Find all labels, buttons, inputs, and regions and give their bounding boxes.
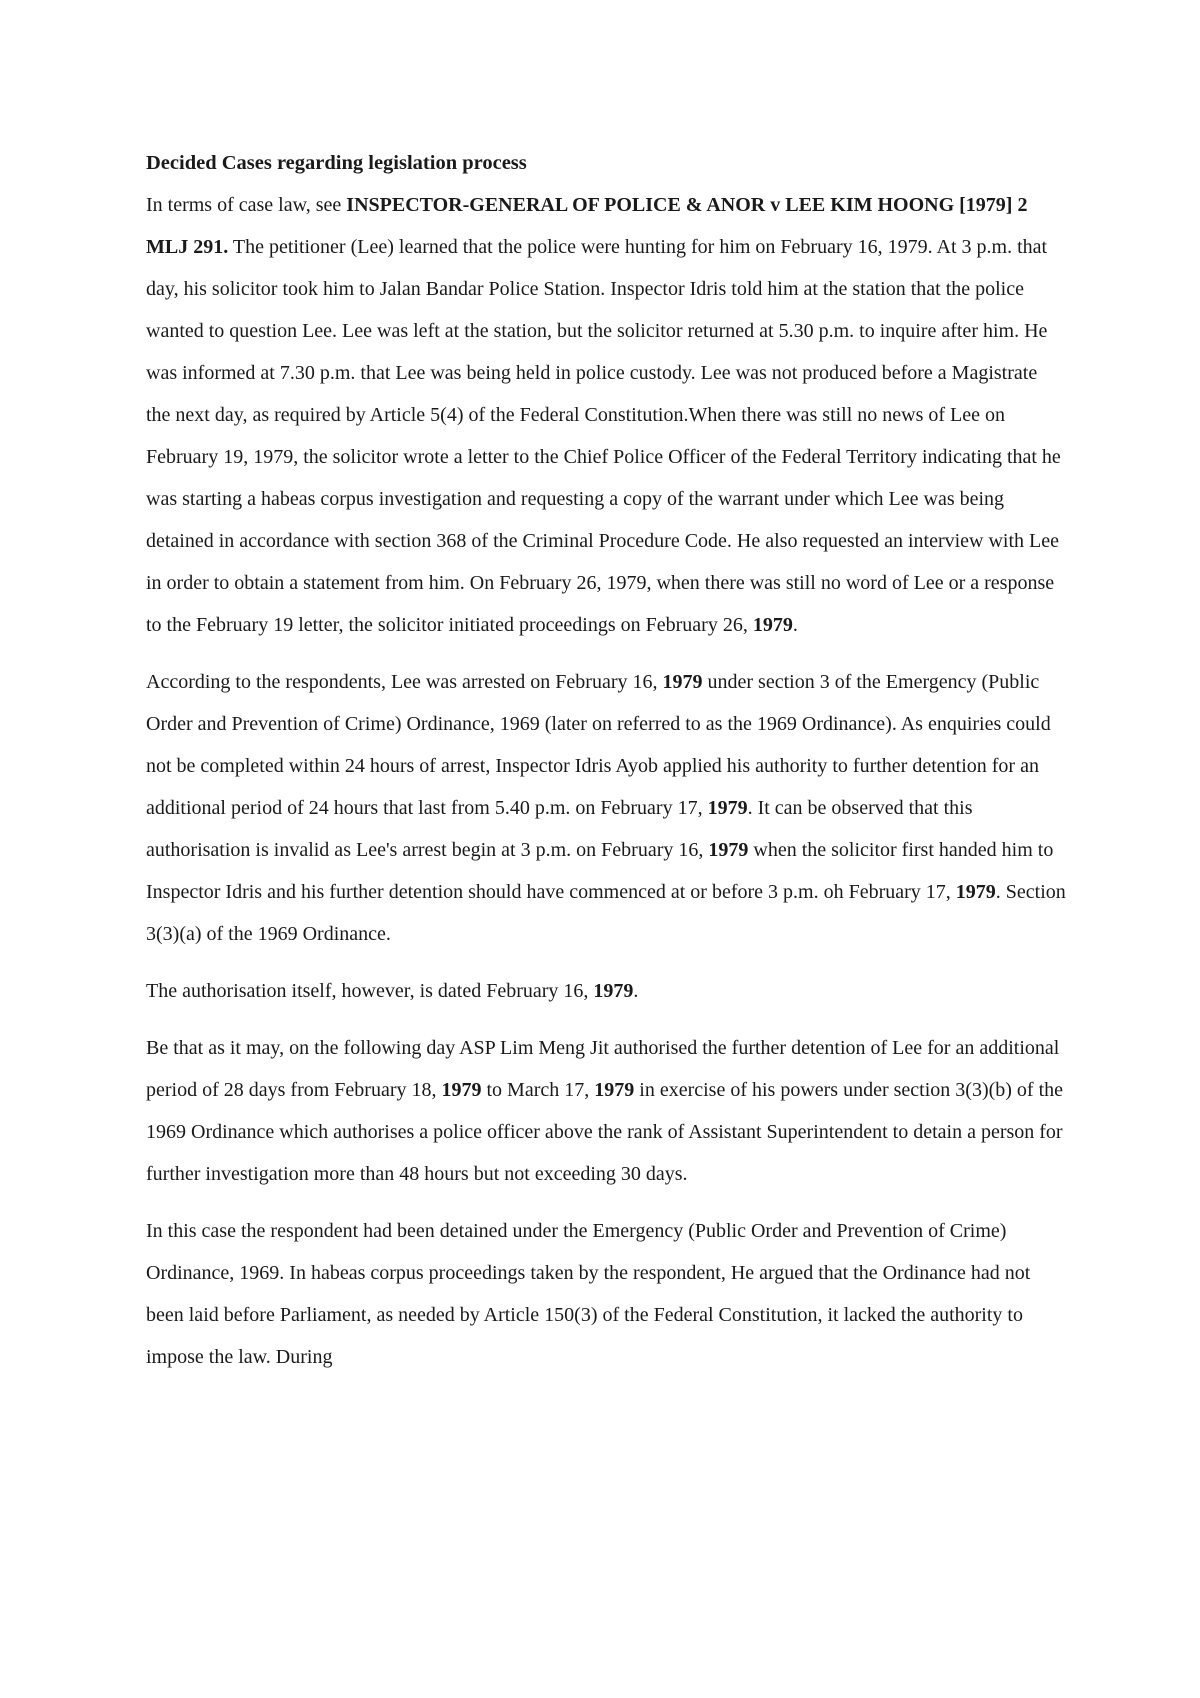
year-bold: 1979 bbox=[594, 1079, 635, 1101]
paragraph-2-text-a: According to the respondents, Lee was arrested on February 16, bbox=[146, 671, 663, 693]
year-bold: 1979 bbox=[441, 1079, 482, 1101]
year-bold: 1979 bbox=[752, 614, 793, 636]
year-bold: 1979 bbox=[707, 797, 748, 819]
paragraph-2-text-c: . It can be observed that this authorisation is invalid as Lee's arrest begin at 3 p.m. on February 16, bbox=[146, 797, 973, 861]
paragraph-2 bbox=[146, 661, 1066, 955]
paragraph-5 bbox=[146, 1210, 1066, 1378]
paragraph-3 bbox=[146, 970, 1066, 1012]
year-bold: 1979 bbox=[593, 980, 634, 1002]
paragraph-3-text-a: The authorisation itself, however, is dated February 16, bbox=[146, 980, 594, 1002]
paragraph-4 bbox=[146, 1027, 1066, 1195]
case-citation: INSPECTOR-GENERAL OF POLICE & ANOR v LEE KIM HOONG [1979] 2 MLJ 291. bbox=[146, 194, 1028, 258]
paragraph-1-text-b: The petitioner (Lee) learned that the police were hunting for him on February 16, 1979. At 3 p.m. that day, his solicitor took him to Jalan Bandar Police Station. Inspector Idris told him at the station that the police wanted to question Lee. Lee was left at the station, but the solicitor returned at 5.30 p.m. to inquire after him. He was informed at 7.30 p.m. that Lee was being held in police custody. Lee was not produced before a Magistrate the next day, as required by Article 5(4) of the Federal Constitution.When there was still no news of Lee on February 19, 1979, the solicitor wrote a letter to the Chief Police Officer of the Federal Territory indicating that he was starting a habeas corpus investigation and requesting a copy of the warrant under which Lee was being detained in accordance with section 368 of the Criminal Procedure Code. He also requested an interview with Lee in order to obtain a statement from him. On February 26, 1979, when there was still no word of Lee or a response to the February 19 letter, the solicitor initiated proceedings on February 26, bbox=[146, 236, 1061, 636]
year-bold: 1979 bbox=[955, 881, 996, 903]
document-body bbox=[146, 142, 1066, 1393]
paragraph-3-text-b: . bbox=[633, 980, 639, 1002]
paragraph-2-text-e: . Section 3(3)(a) of the 1969 Ordinance. bbox=[146, 881, 1066, 945]
paragraph-4-text-b: to March 17, bbox=[481, 1079, 595, 1101]
paragraph-1 bbox=[146, 184, 1066, 646]
paragraph-2-text-d: when the solicitor first handed him to Inspector Idris and his further detention should have commenced at or before 3 p.m. oh February 17, bbox=[146, 839, 1054, 903]
year-bold: 1979 bbox=[708, 839, 749, 861]
paragraph-4-text-a: Be that as it may, on the following day ASP Lim Meng Jit authorised the further detention of Lee for an additional period of 28 days from February 18, bbox=[146, 1037, 1060, 1101]
paragraph-1-text-a: In terms of case law, see bbox=[146, 194, 347, 216]
year-bold: 1979 bbox=[662, 671, 703, 693]
paragraph-5-text-a: In this case the respondent had been detained under the Emergency (Public Order and Prevention of Crime) Ordinance, 1969. In habeas corpus proceedings taken by the respondent, He argued that the Ordinance had not been laid before Parliament, as needed by Article 150(3) of the Federal Constitution, it lacked the authority to impose the law. During bbox=[146, 1220, 1031, 1368]
section-heading: Decided Cases regarding legislation process bbox=[146, 152, 527, 174]
paragraph-4-text-c: in exercise of his powers under section 3(3)(b) of the 1969 Ordinance which authorises a police officer above the rank of Assistant Superintendent to detain a person for further investigation more than 48 hours but not exceeding 30 days. bbox=[146, 1079, 1064, 1185]
paragraph-1-text-c: . bbox=[792, 614, 798, 636]
paragraph-2-text-b: under section 3 of the Emergency (Public Order and Prevention of Crime) Ordinance, 1969 (later on referred to as the 1969 Ordinance). As enquiries could not be completed within 24 hours of arrest, Inspector Idris Ayob applied his authority to further detention for an additional period of 24 hours that last from 5.40 p.m. on February 17, bbox=[146, 671, 1051, 819]
